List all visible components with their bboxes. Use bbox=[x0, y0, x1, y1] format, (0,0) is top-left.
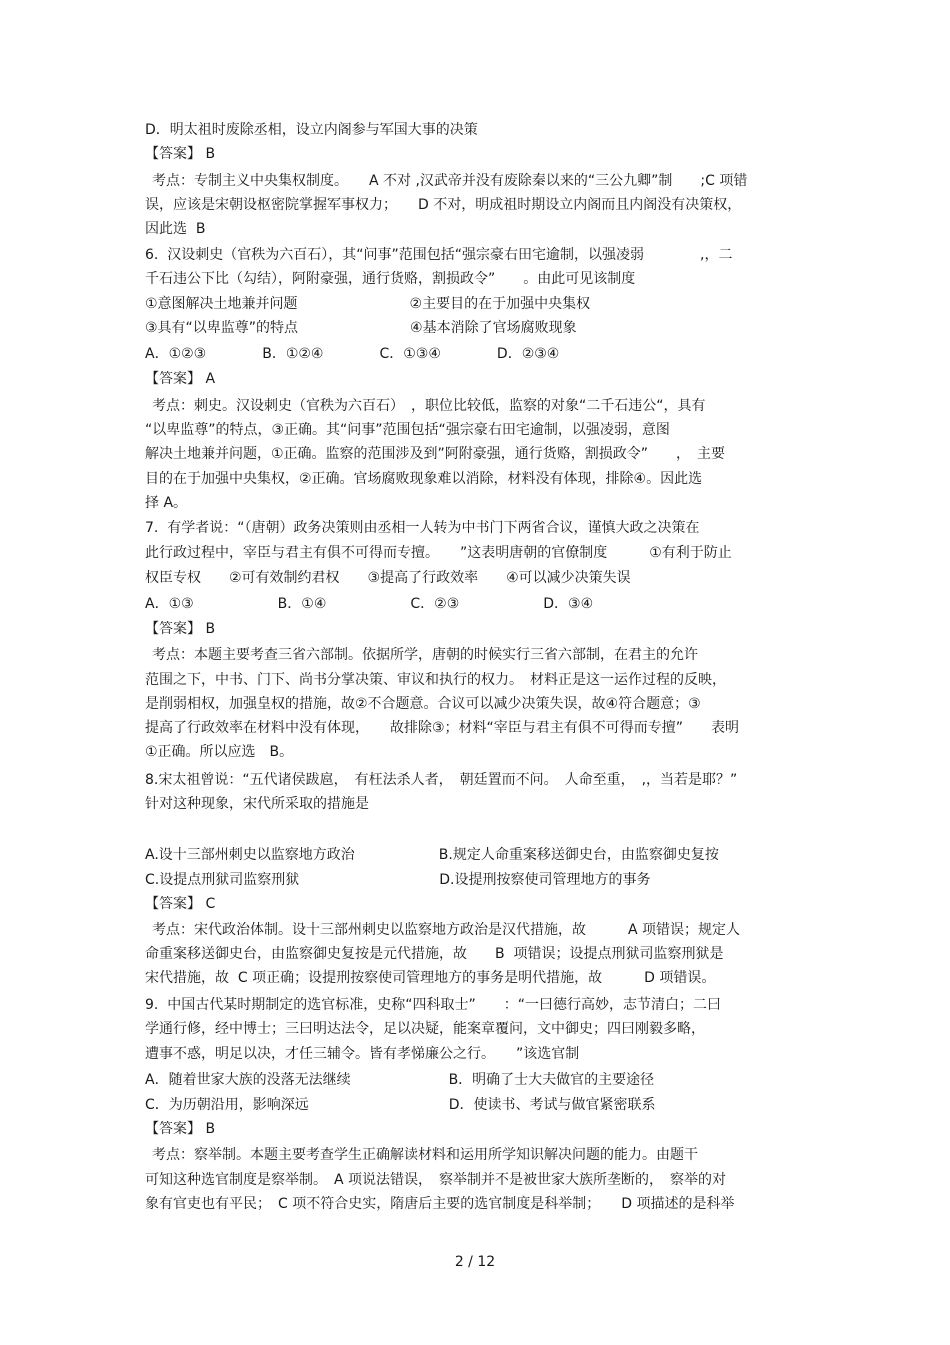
text-line: 象有官吏也有平民； C 项不符合史实，隋唐后主要的选官制度是科举制； D 项描述的是科举 bbox=[145, 1196, 735, 1212]
text-line: “以卑监尊”的特点，③正确。其“问事”范围包括“强宗豪右田宅逾制，以强凌弱，意图 bbox=[145, 422, 670, 438]
text-line: 误，应该是宋朝设枢密院掌握军事权力； D 不对，明成祖时期设立内阁而且内阁没有决策权， bbox=[145, 197, 742, 213]
question-line: 8.宋太祖曾说：“五代诸侯跋扈， 有枉法杀人者， 朝廷置而不问。 人命至重， ,，当若是耶？” bbox=[145, 772, 738, 788]
options-line: A.设十三部州刺史以监察地方政治 B.规定人命重案移送御史台，由监察御史复按 bbox=[145, 847, 719, 863]
question-line: 7. 有学者说：“（唐朝）政务决策则由丞相一人转为中书门下两省合议，谨慎大政之决策在 bbox=[145, 520, 700, 536]
text-line: 遭事不惑，明足以决，才任三辅令。皆有孝悌廉公之行。 ”该选官制 bbox=[145, 1046, 580, 1062]
text-line: 命重案移送御史台，由监察御史复按是元代措施，故 B 项错误；设提点刑狱司监察刑狱是 bbox=[145, 946, 724, 962]
text-line: 因此选 B bbox=[145, 221, 206, 237]
page-number: 2 / 12 bbox=[454, 1254, 496, 1270]
text-line: 宋代措施，故 C 项正确；设提刑按察使司管理地方的事务是明代措施，故 D 项错误。 bbox=[145, 970, 716, 986]
text-line: 考点：专制主义中央集权制度。 A 不对 ,汉武帝并没有废除秦以来的“三公九卿”制 ;C 项错 bbox=[152, 173, 748, 189]
text-line: 考点：察举制。本题主要考查学生正确解读材料和运用所学知识解决问题的能力。由题干 bbox=[152, 1147, 698, 1163]
text-line: ③具有“以卑监尊”的特点 ④基本消除了官场腐败现象 bbox=[145, 320, 577, 336]
text-line: 学通行修，经中博士；三曰明达法令，足以决疑，能案章覆问，文中御史；四曰刚毅多略， bbox=[145, 1021, 705, 1037]
text-line: ①正确。所以应选 B。 bbox=[145, 744, 294, 760]
options-line: C.设提点刑狱司监察刑狱 D.设提刑按察使司管理地方的事务 bbox=[145, 872, 651, 888]
text-line: 是削弱相权，加强皇权的措施，故②不合题意。合议可以减少决策失误，故④符合题意；③ bbox=[145, 696, 701, 712]
options-line: A．随着世家大族的没落无法继续 B．明确了士大夫做官的主要途径 bbox=[145, 1072, 655, 1088]
answer-line: 【答案】 A bbox=[145, 371, 216, 387]
text-line: 权臣专权 ②可有效制约君权 ③提高了行政效率 ④可以减少决策失误 bbox=[145, 570, 631, 586]
options-line: C．为历朝沿用，影响深远 D．使读书、考试与做官紧密联系 bbox=[145, 1097, 656, 1113]
options-line: A．①③ B．①④ C．②③ D．③④ bbox=[145, 596, 594, 612]
text-line: 可知这种选官制度是察举制。 A 项说法错误， 察举制并不是被世家大族所垄断的， 察举的对 bbox=[145, 1172, 727, 1188]
text-line: 针对这种现象，宋代所采取的措施是 bbox=[145, 796, 369, 812]
question-line: 6. 汉设刺史（官秩为六百石），其“问事”范围包括“强宗豪右田宅逾制，以强凌弱 ,，二 bbox=[145, 247, 733, 263]
options-line: A．①②③ B．①②④ C．①③④ D．②③④ bbox=[145, 346, 560, 362]
text-line: 此行政过程中，宰臣与君主有俱不可得而专擅。 ”这表明唐朝的官僚制度 ①有利于防止 bbox=[145, 545, 732, 561]
text-line: D．明太祖时废除丞相，设立内阁参与军国大事的决策 bbox=[145, 122, 478, 138]
text-line: ①意图解决土地兼并问题 ②主要目的在于加强中央集权 bbox=[145, 296, 591, 312]
answer-line: 【答案】 B bbox=[145, 621, 216, 637]
answer-line: 【答案】 B bbox=[145, 146, 216, 162]
answer-line: 【答案】 B bbox=[145, 1121, 216, 1137]
answer-line: 【答案】 C bbox=[145, 896, 216, 912]
text-line: 考点：本题主要考查三省六部制。依据所学，唐朝的时候实行三省六部制，在君主的允许 bbox=[152, 647, 698, 663]
text-line: 择 A。 bbox=[145, 495, 188, 511]
text-line: 解决土地兼并问题，①正确。监察的范围涉及到”阿附豪强，通行货赂，割损政令” ， 主要 bbox=[145, 446, 726, 462]
text-line: 千石违公下比（勾结），阿附豪强，通行货赂，割损政令” 。由此可见该制度 bbox=[145, 271, 636, 287]
text-line: 目的在于加强中央集权，②正确。官场腐败现象难以消除，材料没有体现，排除④。因此选 bbox=[145, 471, 703, 487]
question-line: 9. 中国古代某时期制定的选官标准，史称“四科取士” ：“一曰德行高妙，志节清白；二曰 bbox=[145, 997, 722, 1013]
text-line: 范围之下，中书、门下、尚书分掌决策、审议和执行的权力。 材料正是这一运作过程的反映， bbox=[145, 672, 726, 688]
text-line: 考点：宋代政治体制。设十三部州刺史以监察地方政治是汉代措施，故 A 项错误；规定人 bbox=[152, 922, 741, 938]
text-line: 考点：刺史。汉设刺史（官秩为六百石） ，职位比较低，监察的对象“二千石违公“，具有 bbox=[152, 398, 706, 414]
text-line: 提高了行政效率在材料中没有体现， 故排除③；材料“宰臣与君主有俱不可得而专擅” 表明 bbox=[145, 720, 740, 736]
